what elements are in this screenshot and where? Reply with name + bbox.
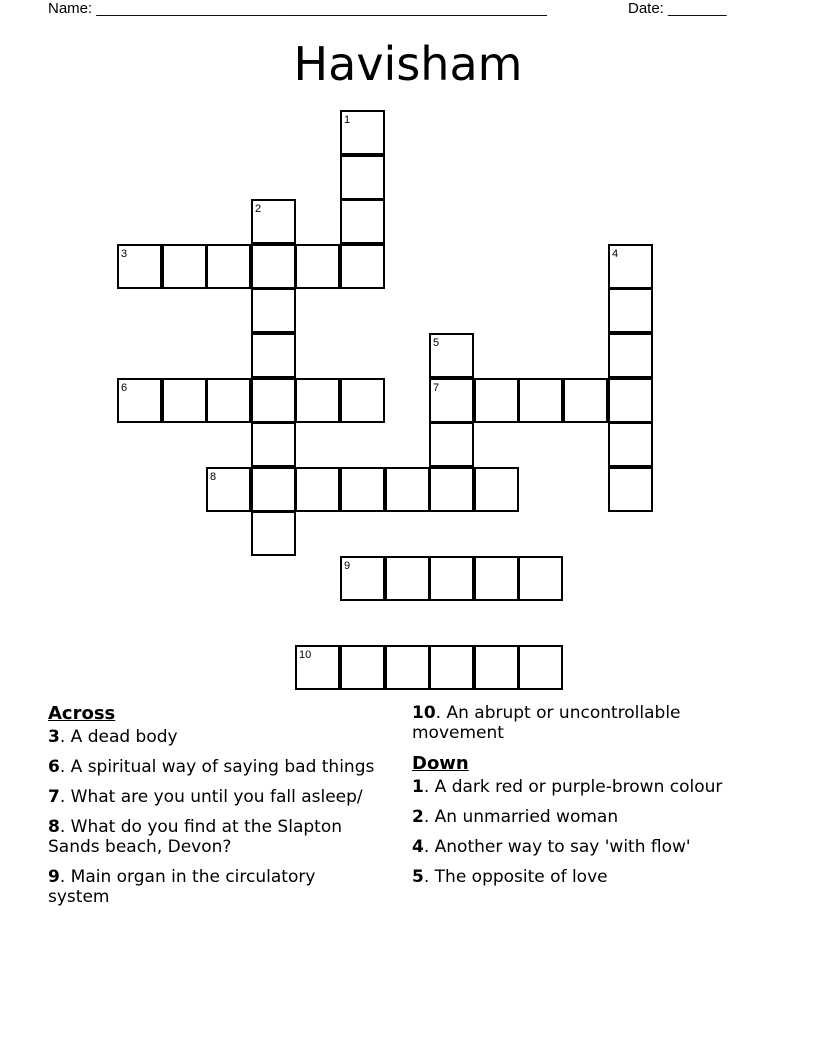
clue-num: 10 <box>412 703 436 723</box>
down-clue: 4. Another way to say 'with flow' <box>412 837 691 857</box>
date-field[interactable]: Date: _______ <box>628 0 727 17</box>
grid-cell[interactable] <box>251 288 296 333</box>
grid-cell[interactable] <box>608 288 653 333</box>
across-clue: 6. A spiritual way of saying bad things <box>48 757 375 777</box>
clue-number: 6 <box>121 382 128 394</box>
clue-text: The opposite of love <box>434 867 608 887</box>
across-heading: Across <box>48 703 116 724</box>
grid-cell[interactable] <box>340 199 385 244</box>
grid-cell[interactable] <box>518 378 563 423</box>
down-clue: 2. An unmarried woman <box>412 807 619 827</box>
grid-cell[interactable] <box>429 378 474 423</box>
grid-cell[interactable] <box>608 244 653 289</box>
grid-cell[interactable] <box>340 155 385 200</box>
name-field[interactable]: Name: ______________________________________________________ <box>48 0 547 17</box>
grid-cell[interactable] <box>385 645 430 690</box>
clue-text: What are you until you fall asleep/ <box>70 787 363 807</box>
grid-cell[interactable] <box>162 378 207 423</box>
grid-cell[interactable] <box>340 378 385 423</box>
grid-cell[interactable] <box>251 511 296 556</box>
clue-number: 4 <box>612 248 619 260</box>
grid-cell[interactable] <box>117 378 162 423</box>
clue-text: An abrupt or uncontrollable movement <box>412 703 681 743</box>
down-heading: Down <box>412 753 469 774</box>
clue-number: 2 <box>255 203 262 215</box>
clue-text: A dark red or purple-brown colour <box>434 777 723 797</box>
clue-number: 8 <box>210 471 217 483</box>
grid-cell[interactable] <box>251 244 296 289</box>
grid-cell[interactable] <box>251 199 296 244</box>
page-title: Havisham <box>293 37 523 91</box>
across-clue: 3. A dead body <box>48 727 178 747</box>
grid-cell[interactable] <box>295 467 340 512</box>
clue-number: 5 <box>433 337 440 349</box>
clue-num: 5 <box>412 867 424 887</box>
clue-text: An unmarried woman <box>434 807 619 827</box>
grid-cell[interactable] <box>340 110 385 155</box>
grid-cell[interactable] <box>474 467 519 512</box>
clue-num: 4 <box>412 837 424 857</box>
clue-text: A spiritual way of saying bad things <box>70 757 375 777</box>
grid-cell[interactable] <box>251 333 296 378</box>
clue-num: 9 <box>48 867 60 887</box>
clue-number: 9 <box>344 560 351 572</box>
grid-cell[interactable] <box>608 333 653 378</box>
grid-cell[interactable] <box>340 467 385 512</box>
clue-num: 6 <box>48 757 60 777</box>
grid-cell[interactable] <box>608 378 653 423</box>
grid-cell[interactable] <box>429 467 474 512</box>
clue-number: 10 <box>299 649 312 661</box>
grid-cell[interactable] <box>518 556 563 601</box>
down-clues <box>412 703 752 897</box>
grid-cell[interactable] <box>608 422 653 467</box>
clue-num: 7 <box>48 787 60 807</box>
across-clues <box>48 703 378 917</box>
grid-cell[interactable] <box>206 378 251 423</box>
grid-cell[interactable] <box>251 378 296 423</box>
grid-cell[interactable] <box>385 467 430 512</box>
grid-cell[interactable] <box>295 244 340 289</box>
across-clue: 8. What do you find at the Slapton Sands beach, Devon? <box>48 817 342 857</box>
grid-cell[interactable] <box>474 378 519 423</box>
grid-cell[interactable] <box>429 422 474 467</box>
across-clue: 7. What are you until you fall asleep/ <box>48 787 363 807</box>
grid-cell[interactable] <box>206 244 251 289</box>
grid-cell[interactable] <box>429 645 474 690</box>
clue-text: A dead body <box>70 727 178 747</box>
grid-cell[interactable] <box>340 244 385 289</box>
clue-number: 7 <box>433 382 440 394</box>
grid-cell[interactable] <box>563 378 608 423</box>
down-clue: 1. A dark red or purple-brown colour <box>412 777 723 797</box>
clue-num: 1 <box>412 777 424 797</box>
clue-num: 8 <box>48 817 60 837</box>
grid-cell[interactable] <box>251 422 296 467</box>
grid-cell[interactable] <box>429 556 474 601</box>
grid-cell[interactable] <box>251 467 296 512</box>
grid-cell[interactable] <box>117 244 162 289</box>
grid-cell[interactable] <box>518 645 563 690</box>
grid-cell[interactable] <box>340 645 385 690</box>
clue-text: What do you find at the Slapton Sands beach, Devon? <box>48 817 342 857</box>
grid-cell[interactable] <box>429 333 474 378</box>
clue-text: Another way to say 'with flow' <box>434 837 691 857</box>
grid-cell[interactable] <box>206 467 251 512</box>
grid-cell[interactable] <box>474 645 519 690</box>
clue-num: 2 <box>412 807 424 827</box>
grid-cell[interactable] <box>474 556 519 601</box>
clue-text: Main organ in the circulatory system <box>48 867 316 907</box>
grid-cell[interactable] <box>385 556 430 601</box>
grid-cell[interactable] <box>295 378 340 423</box>
across-clue: 10. An abrupt or uncontrollable movement <box>412 703 681 743</box>
grid-cell[interactable] <box>162 244 207 289</box>
grid-cell[interactable] <box>295 645 340 690</box>
clue-number: 3 <box>121 248 128 260</box>
grid-cell[interactable] <box>608 467 653 512</box>
across-clue: 9. Main organ in the circulatory system <box>48 867 316 907</box>
clue-num: 3 <box>48 727 60 747</box>
grid-cell[interactable] <box>340 556 385 601</box>
down-clue: 5. The opposite of love <box>412 867 608 887</box>
clue-number: 1 <box>344 114 351 126</box>
